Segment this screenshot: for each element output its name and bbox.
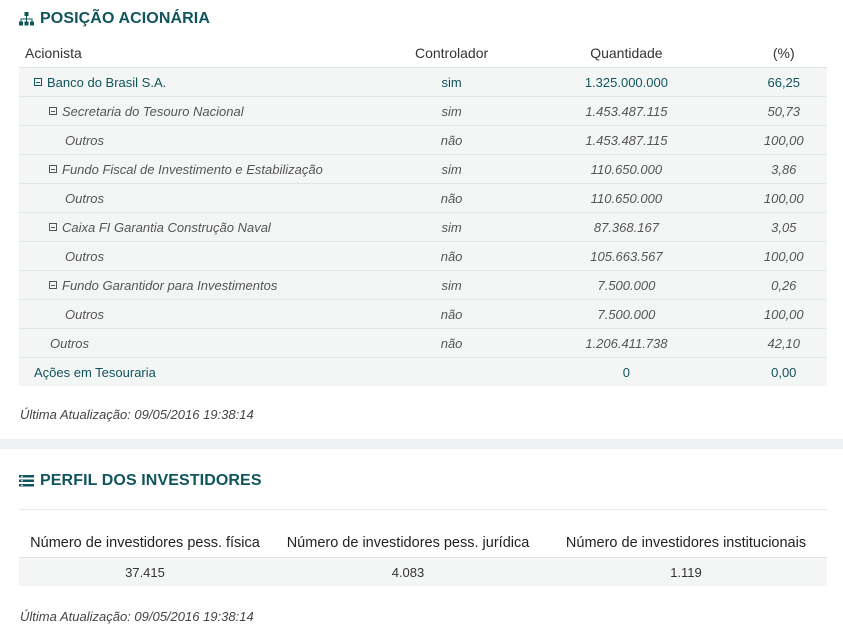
percent-cell: 42,10 bbox=[741, 329, 827, 358]
shareholder-name: Outros bbox=[50, 335, 90, 351]
last-update-text: Última Atualização: 09/05/2016 19:38:14 bbox=[20, 609, 254, 624]
table-row[interactable] bbox=[19, 155, 827, 184]
controller-cell: não bbox=[391, 242, 512, 271]
shareholder-name: Caixa FI Garantia Construção Naval bbox=[62, 219, 271, 235]
section-divider bbox=[0, 439, 843, 449]
collapse-icon[interactable] bbox=[49, 165, 57, 173]
individuals-count: 37.415 bbox=[19, 558, 271, 587]
percent-cell: 100,00 bbox=[741, 300, 827, 329]
table-row bbox=[19, 358, 827, 387]
institutional-count: 1.119 bbox=[545, 558, 827, 587]
controller-cell: sim bbox=[391, 271, 512, 300]
shareholder-name: Outros bbox=[65, 306, 105, 322]
quantity-cell: 87.368.167 bbox=[512, 213, 740, 242]
quantity-cell: 105.663.567 bbox=[512, 242, 740, 271]
percent-cell: 3,05 bbox=[741, 213, 827, 242]
col-header-quantity[interactable]: Quantidade bbox=[512, 38, 740, 68]
shareholder-name: Ações em Tesouraria bbox=[34, 364, 156, 380]
table-row bbox=[19, 300, 827, 329]
shareholder-name: Secretaria do Tesouro Nacional bbox=[62, 103, 244, 119]
table-row bbox=[19, 126, 827, 155]
col-header-legal-entities: Número de investidores pess. jurídica bbox=[271, 529, 545, 558]
investors-title bbox=[19, 470, 262, 492]
controller-cell: não bbox=[391, 126, 512, 155]
controller-cell: não bbox=[391, 184, 512, 213]
legal-entities-count: 4.083 bbox=[271, 558, 545, 587]
col-header-institutional: Número de investidores institucionais bbox=[545, 529, 827, 558]
controller-cell: não bbox=[391, 329, 512, 358]
shareholder-name: Outros bbox=[65, 248, 105, 264]
last-update-text: Última Atualização: 09/05/2016 19:38:14 bbox=[20, 407, 254, 422]
percent-cell: 0,26 bbox=[741, 271, 827, 300]
shareholder-name: Outros bbox=[65, 132, 105, 148]
collapse-icon[interactable] bbox=[49, 107, 57, 115]
quantity-cell: 1.453.487.115 bbox=[512, 97, 740, 126]
controller-cell: não bbox=[391, 300, 512, 329]
quantity-cell: 1.325.000.000 bbox=[512, 68, 740, 97]
percent-cell: 100,00 bbox=[741, 184, 827, 213]
percent-cell: 3,86 bbox=[741, 155, 827, 184]
shareholding-table bbox=[19, 38, 827, 386]
shareholder-name: Fundo Fiscal de Investimento e Estabilização bbox=[62, 161, 323, 177]
table-header-row bbox=[19, 38, 827, 68]
table-row[interactable] bbox=[19, 271, 827, 300]
table-row bbox=[19, 558, 827, 587]
investors-table bbox=[19, 529, 827, 586]
controller-cell bbox=[391, 358, 512, 387]
collapse-icon[interactable] bbox=[49, 223, 57, 231]
table-row bbox=[19, 242, 827, 271]
collapse-icon[interactable] bbox=[34, 78, 42, 86]
controller-cell: sim bbox=[391, 97, 512, 126]
investors-title-text: PERFIL DOS INVESTIDORES bbox=[40, 472, 262, 489]
controller-cell: sim bbox=[391, 155, 512, 184]
table-row bbox=[19, 329, 827, 358]
table-header-row bbox=[19, 529, 827, 558]
shareholder-name: Outros bbox=[65, 190, 105, 206]
table-row[interactable] bbox=[19, 68, 827, 97]
shareholder-name: Banco do Brasil S.A. bbox=[47, 74, 167, 90]
percent-cell: 100,00 bbox=[741, 242, 827, 271]
percent-cell: 100,00 bbox=[741, 126, 827, 155]
col-header-percent[interactable]: (%) bbox=[741, 38, 827, 68]
quantity-cell: 0 bbox=[512, 358, 740, 387]
section-rule bbox=[19, 509, 827, 510]
col-header-controller[interactable]: Controlador bbox=[391, 38, 512, 68]
percent-cell: 50,73 bbox=[741, 97, 827, 126]
quantity-cell: 110.650.000 bbox=[512, 184, 740, 213]
table-row bbox=[19, 184, 827, 213]
quantity-cell: 1.206.411.738 bbox=[512, 329, 740, 358]
controller-cell: sim bbox=[391, 213, 512, 242]
quantity-cell: 110.650.000 bbox=[512, 155, 740, 184]
col-header-individuals: Número de investidores pess. física bbox=[19, 529, 271, 558]
percent-cell: 0,00 bbox=[741, 358, 827, 387]
quantity-cell: 7.500.000 bbox=[512, 271, 740, 300]
col-header-shareholder[interactable]: Acionista bbox=[19, 38, 391, 68]
quantity-cell: 1.453.487.115 bbox=[512, 126, 740, 155]
table-row[interactable] bbox=[19, 97, 827, 126]
table-row[interactable] bbox=[19, 213, 827, 242]
percent-cell: 66,25 bbox=[741, 68, 827, 97]
collapse-icon[interactable] bbox=[49, 281, 57, 289]
shareholding-title-text: POSIÇÃO ACIONÁRIA bbox=[40, 10, 211, 27]
controller-cell: sim bbox=[391, 68, 512, 97]
quantity-cell: 7.500.000 bbox=[512, 300, 740, 329]
sitemap-icon bbox=[19, 12, 34, 26]
shareholder-name: Fundo Garantidor para Investimentos bbox=[62, 277, 278, 293]
list-icon bbox=[19, 474, 34, 488]
shareholding-title bbox=[19, 8, 210, 30]
